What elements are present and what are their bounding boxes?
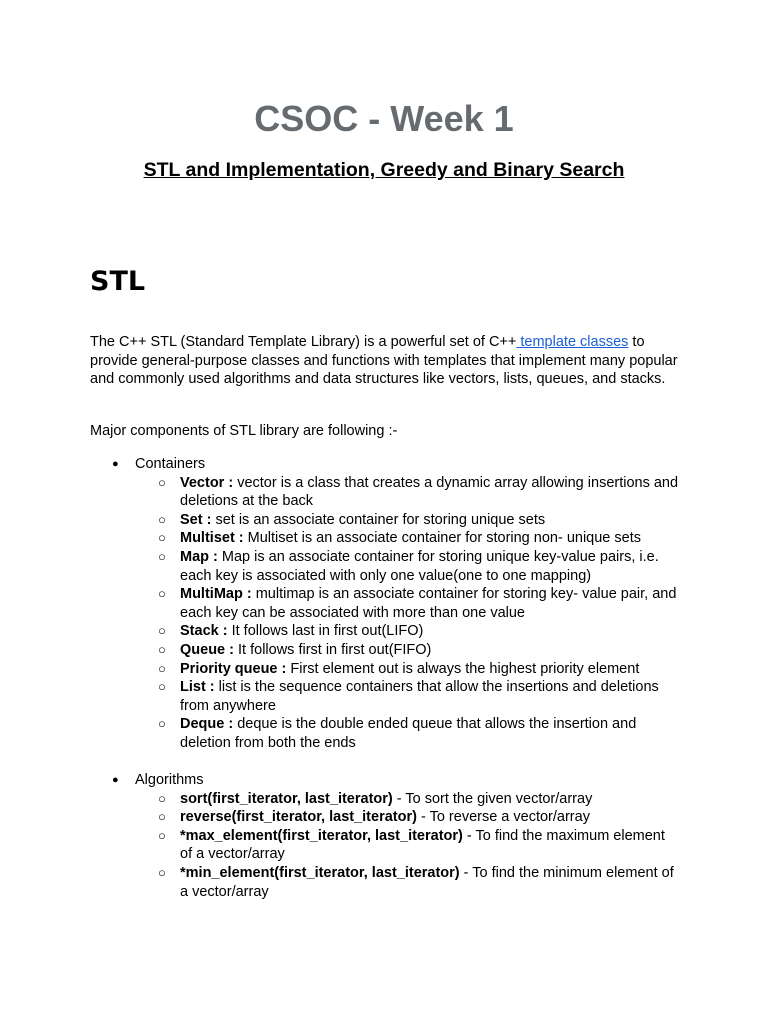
item-term: Queue : — [180, 641, 234, 658]
intro-text-start: The C++ STL (Standard Template Library) is a powerful set of C++ — [90, 334, 517, 350]
item-desc: It follows first in first out(FIFO) — [233, 641, 432, 658]
circle-bullet-icon: ○ — [158, 790, 166, 806]
item-term: Vector : — [180, 474, 234, 491]
item-desc: multimap is an associate container for storing key- value pair, and each key can be associated with more than one value — [180, 586, 677, 621]
list-item — [135, 827, 680, 864]
circle-bullet-icon: ○ — [158, 474, 166, 490]
item-term: List : — [180, 679, 215, 696]
item-term: Multiset : — [180, 530, 244, 547]
intro-text-end: to provide general-purpose classes and functions with templates that implement many popular and commonly used algorithms and data structures like vectors, lists, queues, and stacks. — [90, 334, 678, 388]
list-item-algorithms — [90, 771, 680, 901]
item-desc: Map is an associate container for storing unique key-value pairs, i.e. each key is associated with only one value(one to one mapping) — [180, 548, 659, 584]
circle-bullet-icon: ○ — [158, 511, 166, 527]
list-item — [135, 660, 680, 679]
item-term: Deque : — [180, 716, 234, 733]
list-item — [135, 790, 680, 809]
list-item — [135, 622, 680, 641]
list-item — [135, 678, 680, 715]
item-term: MultiMap : — [180, 586, 252, 603]
item-desc: - To sort the given vector/array — [392, 790, 593, 807]
circle-bullet-icon: ○ — [158, 548, 166, 564]
item-desc: set is an associate container for storing unique sets — [211, 511, 546, 528]
item-term: sort(first_iterator, last_iterator) — [180, 790, 393, 807]
item-desc: It follows last in first out(LIFO) — [227, 623, 424, 640]
item-term: *min_element(first_iterator, last_iterator) — [180, 864, 460, 881]
list-item — [135, 864, 680, 901]
containers-sublist — [135, 474, 680, 753]
item-desc: - To find the maximum element of a vector/array — [180, 827, 665, 863]
template-classes-link[interactable]: template classes — [516, 334, 629, 350]
list-item — [135, 808, 680, 827]
item-term: Set : — [180, 511, 212, 528]
algorithms-label: Algorithms — [135, 772, 204, 788]
list-item-containers — [90, 455, 680, 753]
circle-bullet-icon: ○ — [158, 623, 166, 639]
containers-label: Containers — [135, 456, 206, 472]
item-term: Priority queue : — [180, 660, 287, 677]
list-item — [135, 548, 680, 585]
list-item — [135, 511, 680, 530]
list-item — [135, 529, 680, 548]
item-term: reverse(first_iterator, last_iterator) — [180, 809, 417, 826]
item-term: Stack : — [180, 623, 228, 640]
item-desc: Multiset is an associate container for storing non- unique sets — [243, 530, 641, 547]
item-term: *max_element(first_iterator, last_iterator) — [180, 827, 463, 844]
bullet-icon: ● — [112, 458, 119, 470]
circle-bullet-icon: ○ — [158, 586, 166, 602]
section-heading-stl: STL — [90, 266, 146, 297]
list-item — [135, 641, 680, 660]
circle-bullet-icon: ○ — [158, 827, 166, 843]
circle-bullet-icon: ○ — [158, 641, 166, 657]
containers-list — [90, 455, 680, 753]
algorithms-list — [90, 771, 680, 901]
algorithms-sublist — [135, 790, 680, 902]
item-desc: deque is the double ended queue that allows the insertion and deletion from both the ends — [180, 716, 637, 751]
item-desc: vector is a class that creates a dynamic array allowing insertions and deletions at the back — [180, 474, 679, 510]
major-components-paragraph: Major components of STL library are following :- — [90, 423, 398, 439]
item-desc: - To reverse a vector/array — [416, 809, 590, 826]
item-desc: - To find the minimum element of a vector/array — [180, 864, 674, 900]
list-item — [135, 715, 680, 752]
document-title: CSOC - Week 1 — [254, 98, 514, 139]
intro-paragraph — [90, 333, 680, 389]
circle-bullet-icon: ○ — [158, 530, 166, 546]
item-desc: First element out is always the highest priority element — [286, 660, 640, 677]
bullet-icon: ● — [112, 774, 119, 786]
circle-bullet-icon: ○ — [158, 716, 166, 732]
circle-bullet-icon: ○ — [158, 660, 166, 676]
list-item — [135, 585, 680, 622]
list-item — [135, 474, 680, 511]
document-subtitle: STL and Implementation, Greedy and Binary Search — [143, 159, 625, 181]
circle-bullet-icon: ○ — [158, 679, 166, 695]
item-term: Map : — [180, 548, 218, 565]
circle-bullet-icon: ○ — [158, 809, 166, 825]
item-desc: list is the sequence containers that allow the insertions and deletions from anywhere — [180, 679, 659, 714]
circle-bullet-icon: ○ — [158, 864, 166, 880]
